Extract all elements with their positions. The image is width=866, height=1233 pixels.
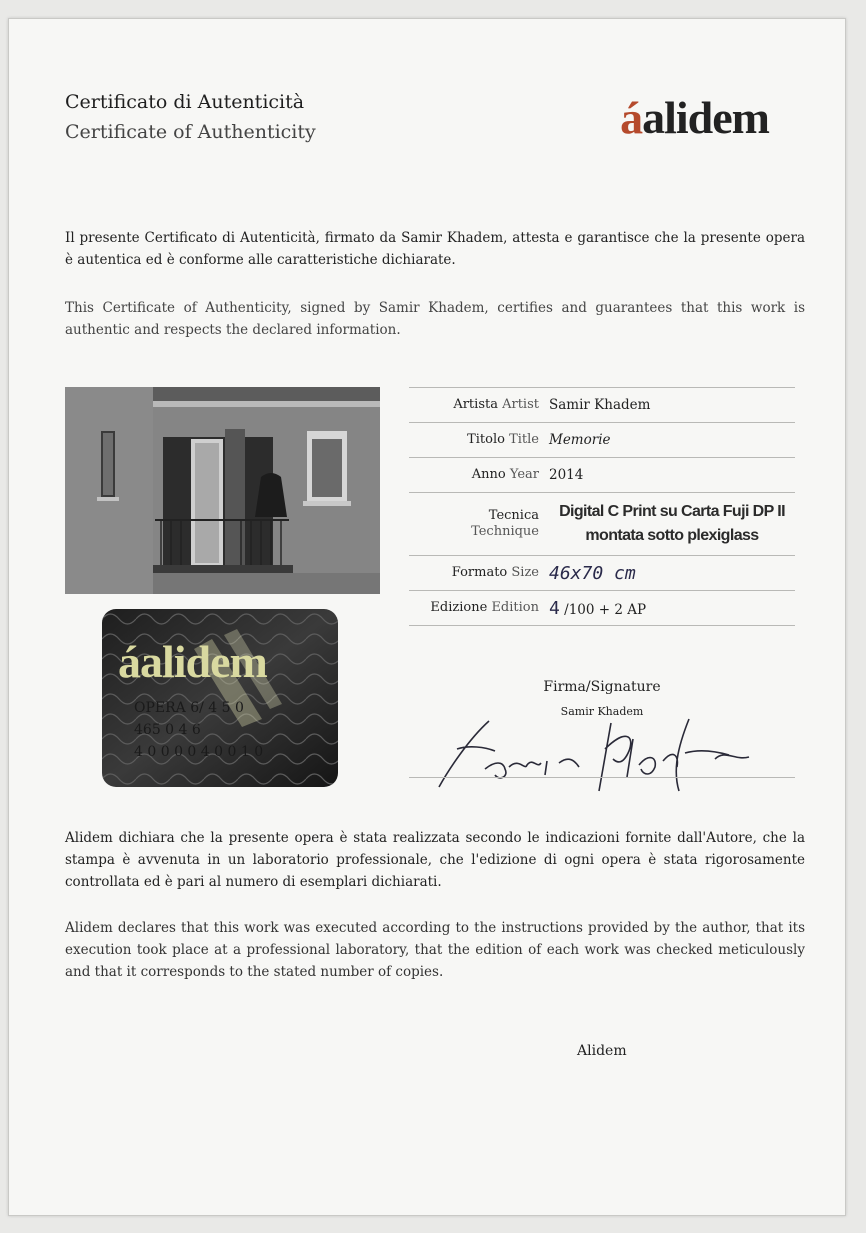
artwork-details-table bbox=[409, 387, 795, 626]
logo-accent-letter: á bbox=[620, 92, 643, 143]
hologram-logo: áalidem bbox=[118, 636, 267, 687]
issuer-name: Alidem bbox=[577, 1043, 627, 1059]
signature-label: Firma/Signature bbox=[543, 679, 661, 695]
detail-row-artist: Artista Artist Samir Khadem bbox=[409, 387, 795, 422]
declaration-english: Alidem declares that this work was executed according to the instructions provided by the author, that its execution took place at a professional laboratory, that the edition of each work was checked meticulously and that it corresponds to the stated number of copies. bbox=[65, 920, 805, 980]
signature-line bbox=[409, 777, 795, 778]
detail-row-year: Anno Year 2014 bbox=[409, 457, 795, 492]
year-value: 2014 bbox=[549, 467, 584, 483]
balcony-photo-image bbox=[65, 387, 380, 594]
detail-row-technique: Tecnica Technique Digital C Print su Carta Fuji DP II montata sotto plexiglass bbox=[409, 492, 795, 555]
title-value: Memorie bbox=[549, 432, 611, 448]
detail-row-edition: Edizione Edition 4 /100 + 2 AP bbox=[409, 590, 795, 626]
detail-row-title: Titolo Title Memorie bbox=[409, 422, 795, 457]
logo-text: alidem bbox=[642, 92, 769, 143]
hologram-seal bbox=[102, 609, 338, 787]
intro-italian: Il presente Certificato di Autenticità, firmato da Samir Khadem, attesta e garantisce che la presente opera è autentica ed è conforme alle caratteristiche dichiarate. bbox=[65, 230, 805, 268]
artist-value: Samir Khadem bbox=[549, 397, 651, 413]
alidem-logo bbox=[620, 91, 769, 144]
detail-row-size: Formato Size 46x70 cm bbox=[409, 555, 795, 590]
hologram-serial: OPERA 6/ 4 5 0 465 0 4 6 4 0 0 0 0 4 0 0 1 0 bbox=[134, 700, 264, 760]
signature-printed-name: Samir Khadem bbox=[560, 705, 644, 718]
certificate-sheet bbox=[8, 18, 846, 1216]
title-english: Certificate of Authenticity bbox=[65, 121, 316, 143]
handwritten-signature bbox=[429, 709, 769, 799]
artwork-photo bbox=[65, 387, 380, 594]
edition-value: 4 /100 + 2 AP bbox=[549, 597, 647, 619]
declaration-italian: Alidem dichiara che la presente opera è stata realizzata secondo le indicazioni fornite dall'Autore, che la stampa è avvenuta in un laboratorio professionale, che l'edizione di ogni opera è stata rigorosamente controllata ed è pari al numero di esemplari dichiarati. bbox=[65, 830, 805, 890]
title-italian: Certificato di Autenticità bbox=[65, 91, 305, 113]
technique-value: Digital C Print su Carta Fuji DP II montata sotto plexiglass bbox=[559, 503, 785, 544]
intro-english: This Certificate of Authenticity, signed by Samir Khadem, certifies and guarantees that this work is authentic and respects the declared information. bbox=[65, 300, 805, 338]
size-value: 46x70 cm bbox=[549, 562, 636, 584]
